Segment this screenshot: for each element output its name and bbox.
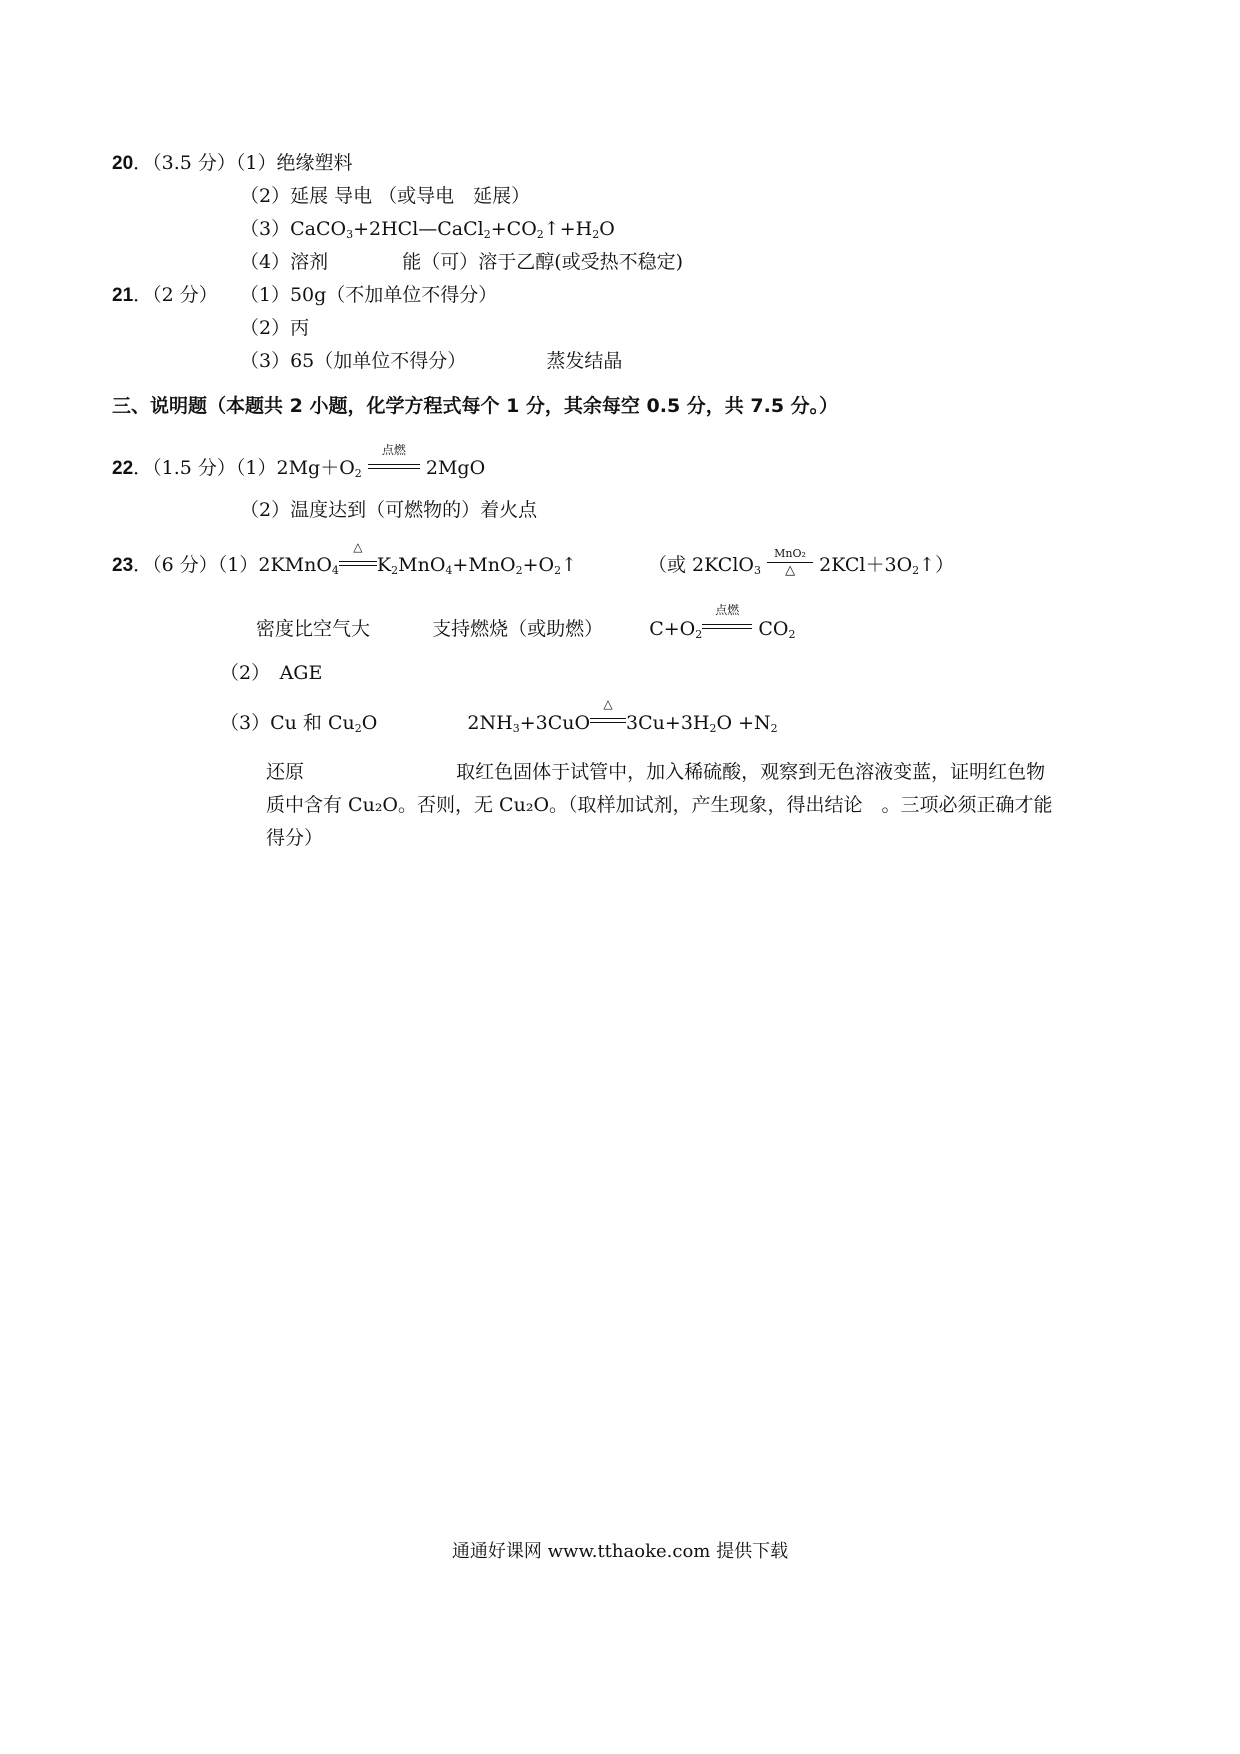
q23-answer-density: 密度比空气大: [256, 618, 371, 640]
q23-p3-part: +3CuO: [519, 712, 591, 734]
q20-line4: [240, 249, 683, 275]
q22-line1: 22．（1.5 分）$(1)2Mg+O_2$ 点燃 2MgO: [112, 443, 486, 480]
q23-p3-part: O +N: [716, 712, 771, 734]
q23-answer-experiment: 取红色固体于试管中，加入稀硫酸，观察到无色溶液变蓝，证明红色物: [456, 761, 1046, 783]
q21-answer-1: （1）50g（不加单位不得分）: [239, 284, 498, 306]
q21-answer-3a: （3）65（加单位不得分）: [240, 350, 467, 372]
q21-line1: [112, 282, 497, 309]
q21-score: ．（2 分）: [133, 284, 218, 306]
q23-line7: 得分）: [266, 827, 324, 849]
q20-number: 20: [112, 153, 134, 174]
footer-source: 通通好课网 www.tthaoke.com 提供下载: [451, 1541, 789, 1562]
q23-alternative: （或 2KClO$_3$ MnO₂ △ $2KCl+3O_2↑$）: [648, 547, 955, 578]
q21-answer-3b: 蒸发结晶: [546, 350, 623, 372]
q23-p3-part: O: [361, 712, 378, 734]
q23-p3-part: 2NH: [467, 712, 513, 734]
q23-heat-label: △: [353, 540, 363, 554]
q23-part3: （3）Cu 和 $Cu_2O$ $2NH_3+3CuO$ △ $3Cu+3H_2O +N_2$: [220, 697, 778, 735]
q23-condition-heat: [339, 540, 377, 579]
q23-score: ．（6 分）（1）2KMnO: [133, 554, 332, 576]
q23-alt-part: 2KCl＋3O: [819, 554, 913, 576]
q20-answer-a: （4）溶剂: [240, 251, 329, 273]
q20-line1: [112, 150, 353, 177]
q23-answer-combustion: 支持燃烧（或助燃）: [432, 618, 604, 640]
q23-p3-heat-label: △: [603, 697, 613, 711]
q23-eq-part: +MnO: [452, 554, 516, 576]
q21-line2: （2）丙: [240, 317, 310, 339]
q20-eq-part: （3）CaCO: [240, 218, 347, 240]
q20-eq-part: O: [599, 218, 615, 240]
q20-answer-b: 能（可）溶于乙醇(或受热不稳定): [402, 251, 684, 273]
q23-eq-part: +O: [522, 554, 555, 576]
q20-score: ．（3.5 分）（1）绝缘塑料: [133, 152, 353, 174]
q21-line3: [240, 348, 622, 374]
q23-line5: [266, 759, 1045, 785]
q23-eq-part: C+O: [649, 618, 696, 640]
q23-number: 23: [112, 555, 134, 576]
q23-alt-part: （或 2KClO: [648, 554, 755, 576]
q23-line1: 23．（6 分）（1）2KMnO$_4$ △ $K_2MnO_4+MnO_2+O_2↑$: [112, 540, 578, 577]
q23-alt-part: ↑）: [919, 554, 955, 576]
q22-line2: （2）温度达到（可燃物的）着火点: [240, 499, 538, 521]
q23-eq-part: MnO: [398, 554, 446, 576]
q20-eq-part: +2HCl—CaCl: [353, 218, 484, 240]
q22-product: 2MgO: [425, 457, 486, 479]
q23-alt-condition: [767, 547, 813, 578]
q23-eq-part: ↑: [561, 554, 578, 576]
q21-number: 21: [112, 285, 134, 306]
q23-part2: （2） AGE: [220, 662, 323, 684]
q23-line2: 密度比空气大 支持燃烧（或助燃） $C+O_2$ 点燃 $CO_2$: [256, 603, 796, 641]
q22-condition-label: 点燃: [381, 443, 406, 457]
q23-p3-condition: [590, 697, 626, 736]
q23-alt-catalyst: MnO₂: [774, 547, 806, 560]
q23-answer-reduction: 还原: [266, 761, 305, 783]
q20-eq-part: +CO: [490, 218, 537, 240]
q22-score: ．（1.5 分）（1）2Mg＋O: [133, 457, 355, 479]
q23-p3-part: 3Cu+3H: [626, 712, 710, 734]
q23-ignite-label: 点燃: [715, 603, 740, 617]
q23-line6: 质中含有 Cu₂O。否则，无 Cu₂O。（取样加试剂，产生现象，得出结论 。三项必须正确才能: [266, 794, 1053, 816]
q20-line3: $(3)CaCO_3+2HCl—CaCl_2+CO_2↑+H_2O$: [240, 218, 615, 241]
q23-eq-part: K: [376, 554, 392, 576]
q23-p3-part: （3）Cu 和 Cu: [220, 712, 355, 734]
q20-line2: （2）延展 导电 （或导电 延展）: [240, 185, 531, 207]
q23-condition-ignite: [702, 603, 752, 642]
q22-number: 22: [112, 458, 134, 479]
q22-condition: [368, 443, 420, 482]
q23-eq-part: CO: [758, 618, 789, 640]
section3-heading: 三、说明题（本题共 2 小题，化学方程式每个 1 分，其余每空 0.5 分，共 7.5 分。）: [112, 395, 839, 417]
q23-alt-heat: △: [785, 563, 796, 578]
q20-eq-part: ↑+H: [543, 218, 593, 240]
